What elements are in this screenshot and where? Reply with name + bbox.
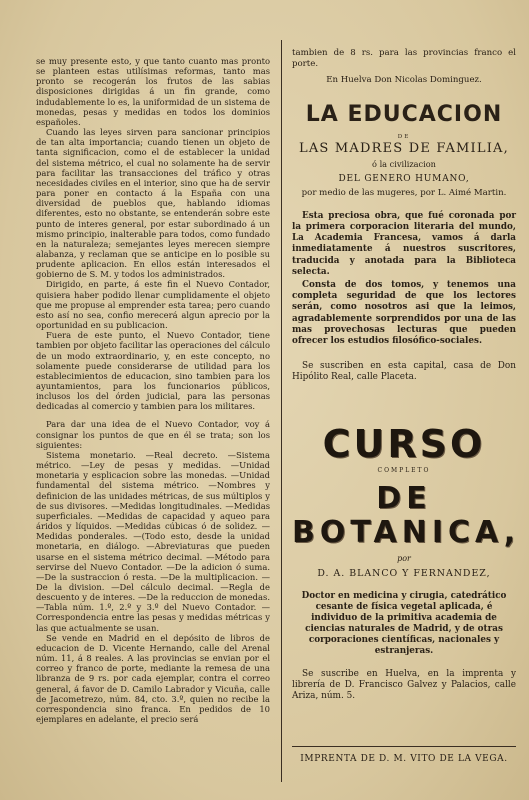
left-column	[36, 56, 270, 724]
left-paragraph-6: Sistema monetario. —Real decreto. —Sistema métrico. —Ley de pesas y medidas. —Unidad monetaria y esplicacion sobre las monedas. —Unidad fundamental del sistema métrico. —Nombres y definicion de las unidades métricas, de sus múltiplos y de sus divisores. —Medidas longitudinales. —Medidas superficiales. —Medidas de capacidad y aqueo para áridos y líquidos. —Medidas cúbicas ó de solidez. —Medidas ponderales. —(Todo esto, desde la unidad monetaria, en diálogo. —Abreviaturas que pueden usarse en el sistema métrico decimal. —Método para servirse del Nuevo Contador. —De la adicion ó suma. —De la sustraccion ó resta. —De la multiplicacion. —De la division. —Del cálculo decimal. —Regla de descuento y de interes. —De la reduccion de monedas. —Tabla núm. 1.º, 2.º y 3.º del Nuevo Contador. —Correspondencia entre las pesas y medidas métricas y las que actualmente se usan.	[36, 449, 270, 633]
right-column	[292, 48, 521, 702]
book1-title: LA EDUCACION	[305, 101, 503, 127]
book1-line1: ó la civilizacion	[372, 158, 436, 169]
left-paragraph-1: se muy presente esto, y que tanto cuanto mas pronto se planteen estas utilísimas reformas, tanto mas pronto se recogerán los frutos de las sabias disposiciones dirigidas á un fin grande, como indudablemente lo es, la uniformidad de un sistema de monedas, pesas y medidas en todos los dominios españoles.	[36, 56, 270, 127]
book2-por: por	[397, 554, 411, 564]
book2-para2: Se suscribe en Huelva, en la imprenta y librería de D. Francisco Galvez y Palacios, calle Ariza, núm. 5.	[292, 668, 516, 702]
book1-de: DE	[397, 133, 411, 140]
left-paragraph-5: Para dar una idea de el Nuevo Contador, voy á consignar los puntos de que en él se trata; son los siguientes:	[36, 419, 270, 450]
book1-para1: Esta preciosa obra, que fué coronada por la primera corporacion literaria del mundo, La Academia Francesa, vamos á darla inmediatamente á nuestros suscritores, traducida y anotada para la Biblioteca selecta.	[292, 210, 516, 277]
notice-sign: En Huelva Don Nicolas Dominguez.	[326, 75, 482, 86]
book2-title: CURSO	[322, 421, 486, 466]
book1-line3: por medio de las mugeres, por L. Aimé Martin.	[301, 188, 507, 199]
left-paragraph-7: Se vende en Madrid en el depósito de libros de educacion de D. Vicente Hernando, calle del Arenal núm. 11, á 8 reales. A las provincias se envian por el correo y franco de porte, mediante la remesa de una libranza de 9 rs. por cada ejemplar, contra el correo general, á favor de D. Camilo Labrador y Vicuña, calle de Jacometrezo, núm. 84, cto. 3.º, quien no recibe la correspondencia sino franca. En pedidos de 10 ejemplares en adelante, el precio será	[36, 632, 270, 724]
notice-text: tambien de 8 rs. para las provincias franco el porte.	[292, 48, 516, 69]
left-paragraph-2: Cuando las leyes sirven para sancionar principios de tan alta importancia; cuando tienen un objeto de tanta significacion, como el de establecer la unidad del sistema métrico, el cual no solamente ha de servir para facilitar las transacciones del tráfico y otras necesidades civiles en el interior, sino que ha de servir para poner en contacto á la España con una diversidad de pueblos que, hablando idiomas diferentes, esto no obstante, se entenderán sobre este punto de interes general, por estar subordinado á un mismo principio, inalterable para todos, como fundado en la naturaleza; semejantes leyes merecen siempre alabanza, y reclaman que se anticipe en lo posible su prudente aplicacion. En ellos están interesados el gobierno de S. M. y todos los administrados.	[36, 127, 270, 280]
book2-author: D. A. BLANCO Y FERNANDEZ,	[317, 567, 491, 579]
book2-de-botanica: DE BOTANICA,	[292, 481, 521, 551]
left-paragraph-4: Fuera de este punto, el Nuevo Contador, tiene tambien por objeto facilitar las operaciones del cálculo de un modo extraordinario, y, en este concepto, no solamente puede considerarse de utilidad para los establecimientos de educacion, sino tambien para los ayuntamientos, para los funcionarios públicos, inclusos los del órden judicial, para las personas dedicadas al comercio y tambien para los militares.	[36, 330, 270, 412]
book1-para2: Consta de dos tomos, y tenemos una completa seguridad de que los lectores serán, como nosotros asi que la leimos, agradablemente sorprendidos por una de las mas provechosas lecturas que pueden ofrecer los estudios filosófico-sociales.	[292, 279, 516, 346]
imprint: IMPRENTA DE D. M. VITO DE LA VEGA.	[300, 754, 508, 764]
left-paragraph-3: Dirigido, en parte, á este fin el Nuevo Contador, quisiera haber podido llenar cumplidamente el objeto que me propuse al emprender esta tarea; pero cuando esto así no sea, confio merecerá algun aprecio por la oportunidad en su publicacion.	[36, 279, 270, 331]
book1-subtitle: LAS MADRES DE FAMILIA,	[299, 141, 509, 157]
column-divider	[281, 40, 282, 782]
book2-completo: COMPLETO	[377, 466, 431, 474]
book1-line2: DEL GENERO HUMANO,	[338, 173, 470, 184]
book1-para3: Se suscriben en esta capital, casa de Don Hipólito Real, calle Placeta.	[292, 361, 516, 383]
book2-para1: Doctor en medicina y cirugia, catedrático cesante de física vegetal aplicada, é individuo de la primitiva academia de ciencias naturales de Madrid, y de otras corporaciones científicas, nacionales y estranjeras.	[301, 591, 507, 656]
imprint-rule	[292, 746, 516, 747]
